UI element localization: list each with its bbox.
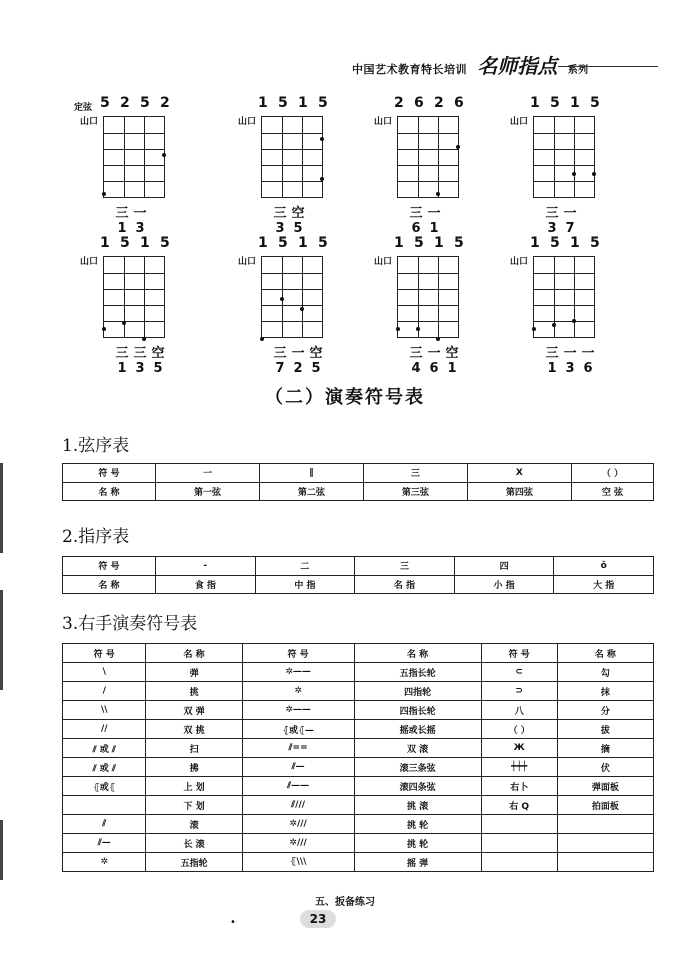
column-header: 符 号 (481, 644, 557, 663)
fret-line (534, 289, 594, 290)
tuning-note: 5 (414, 235, 424, 251)
fret-grid (397, 256, 459, 338)
tuning-note: 5 (318, 95, 328, 111)
name-cell: 第二弦 (259, 482, 363, 501)
fingering-note: 空 5 (309, 346, 323, 376)
symbol-cell: 三 (363, 464, 467, 483)
page-edge-mark (0, 820, 3, 880)
symbol-cell: ⫽— (242, 758, 354, 777)
symbol-cell: \\ (63, 701, 146, 720)
footer-caption: 五、扳备练习 (315, 897, 375, 908)
symbol-cell: - (156, 557, 256, 576)
string-line (554, 117, 555, 197)
table-row (63, 663, 654, 682)
finger-position-dot (102, 327, 106, 331)
fret-line (534, 305, 594, 306)
section-title: （二）演奏符号表 (265, 387, 425, 408)
name-cell: 下 划 (146, 796, 242, 815)
fingering-note: 三 3 (273, 206, 287, 236)
fret-grid (261, 256, 323, 338)
nut-label: 山口 (510, 117, 529, 127)
tuning-note: 5 (550, 95, 560, 111)
finger-position-dot (456, 145, 460, 149)
symbol-cell: ⊃ (481, 682, 557, 701)
nut-label: 山口 (238, 117, 257, 127)
finger-position-dot (260, 337, 264, 341)
string-line (438, 117, 439, 197)
nut-label: 山口 (374, 257, 393, 267)
fingering-note: 一 3 (563, 346, 577, 376)
symbol-cell: ⫽/// (242, 796, 354, 815)
tuning-note: 5 (590, 235, 600, 251)
symbol-cell: ✲/// (242, 815, 354, 834)
name-cell: 第四弦 (467, 482, 571, 501)
name-cell: 弹 (146, 663, 242, 682)
fingerboard-diagram (508, 235, 658, 376)
table-header-row (63, 644, 654, 663)
finger-position-dot (436, 337, 440, 341)
name-cell: 挑 轮 (354, 815, 481, 834)
symbol-cell: 三 (355, 557, 455, 576)
nut-label: 山口 (80, 117, 99, 127)
tuning-note: 2 (394, 95, 404, 111)
fingerboard-diagram (236, 235, 386, 376)
string-line (418, 257, 419, 337)
fingering-note: 一 7 (563, 206, 577, 236)
nut-label: 山口 (510, 257, 529, 267)
name-cell: 挑 (146, 682, 242, 701)
tuning-note: 2 (434, 95, 444, 111)
tuning-note: 5 (120, 235, 130, 251)
name-cell: 中 指 (255, 575, 355, 594)
fret-grid (533, 256, 595, 338)
table-row (63, 575, 654, 594)
finger-position-dot (396, 327, 400, 331)
symbol-cell: 四 (454, 557, 554, 576)
fingering-note: 三 3 (545, 206, 559, 236)
finger-position-dot (532, 327, 536, 331)
name-cell: 双 弹 (146, 701, 242, 720)
finger-table-heading: 2.指序表 (62, 527, 130, 547)
string-table-heading: 1.弦序表 (62, 436, 130, 456)
name-cell: 双 滚 (354, 739, 481, 758)
tuning-note: 2 (160, 95, 170, 111)
column-header: 名 称 (354, 644, 481, 663)
fret-line (104, 181, 164, 182)
tuning-note: 1 (298, 95, 308, 111)
finger-position-dot (572, 319, 576, 323)
fret-grid (261, 116, 323, 198)
fret-line (262, 149, 322, 150)
table-row (63, 758, 654, 777)
fret-line (262, 321, 322, 322)
symbol-cell: X (467, 464, 571, 483)
right-hand-table-heading: 3.右手演奏符号表 (62, 614, 198, 634)
tuning-note: 5 (278, 235, 288, 251)
finger-position-dot (320, 177, 324, 181)
fret-line (104, 165, 164, 166)
fret-line (398, 305, 458, 306)
header-series-label: 系列 (567, 65, 589, 76)
fret-line (262, 289, 322, 290)
fingering-note: 一 3 (133, 206, 147, 236)
tuning-note: 5 (278, 95, 288, 111)
table-row (63, 701, 654, 720)
name-cell: 拍面板 (557, 796, 653, 815)
tuning-note: 5 (140, 95, 150, 111)
table-row (63, 796, 654, 815)
fret-grid (103, 116, 165, 198)
string-order-table (62, 463, 654, 501)
fingering-note: 三 6 (409, 206, 423, 236)
fingering-note: 一 6 (581, 346, 595, 376)
finger-position-dot (102, 192, 106, 196)
fingerboard-diagram (372, 235, 522, 376)
fingerboard-diagram (236, 95, 386, 236)
name-cell: 名 指 (355, 575, 455, 594)
column-header: 符 号 (63, 644, 146, 663)
fingering-note: 三 7 (273, 346, 287, 376)
finger-position-dot (416, 327, 420, 331)
tuning-note: 5 (590, 95, 600, 111)
tuning-note: 2 (120, 95, 130, 111)
symbol-cell: ⫽ 或 ⫽ (63, 739, 146, 758)
fret-line (398, 133, 458, 134)
name-cell: 第一弦 (156, 482, 260, 501)
tuning-note: 1 (140, 235, 150, 251)
name-label: 名 称 (63, 575, 156, 594)
fret-line (398, 289, 458, 290)
tuning-note: 1 (570, 235, 580, 251)
symbol-cell: ⫽ (63, 815, 146, 834)
table-row (63, 853, 654, 872)
table-row (63, 464, 654, 483)
name-cell (557, 834, 653, 853)
fret-line (398, 181, 458, 182)
name-cell: 五指轮 (146, 853, 242, 872)
fingering-note: 一 1 (427, 206, 441, 236)
table-row (63, 557, 654, 576)
fingering-note: 空 5 (291, 206, 305, 236)
fret-line (262, 133, 322, 134)
fret-line (534, 273, 594, 274)
fingering-note: 一 2 (291, 346, 305, 376)
tuning-note: 1 (530, 95, 540, 111)
fret-line (262, 305, 322, 306)
finger-position-dot (300, 307, 304, 311)
page-edge-mark (0, 590, 3, 690)
tuning-note: 1 (258, 95, 268, 111)
fingering-note: 空 1 (445, 346, 459, 376)
finger-position-dot (552, 323, 556, 327)
tuning-note: 1 (570, 95, 580, 111)
name-cell: 扫 (146, 739, 242, 758)
header-brand-logo: 名师指点 (477, 54, 558, 78)
fingering-note: 一 6 (427, 346, 441, 376)
page-edge-mark (0, 463, 3, 553)
page-number: 23 (300, 910, 336, 928)
tuning-note: 5 (100, 95, 110, 111)
name-cell (557, 853, 653, 872)
name-cell: 四指长轮 (354, 701, 481, 720)
symbol-cell: ⦃或⦃— (242, 720, 354, 739)
fret-line (534, 133, 594, 134)
fret-line (398, 273, 458, 274)
name-cell: 滚四条弦 (354, 777, 481, 796)
symbol-cell (481, 834, 557, 853)
symbol-cell: ⫽— (63, 834, 146, 853)
fingering-note: 空 5 (151, 346, 165, 376)
fret-line (262, 273, 322, 274)
name-cell: 勾 (557, 663, 653, 682)
fingerboard-diagram (372, 95, 522, 236)
finger-position-dot (142, 337, 146, 341)
string-line (574, 117, 575, 197)
fret-line (398, 149, 458, 150)
right-hand-symbol-table (62, 643, 654, 872)
name-cell: 摘 (557, 739, 653, 758)
tuning-note: 5 (454, 235, 464, 251)
symbol-cell (481, 815, 557, 834)
symbol-cell: 一 (156, 464, 260, 483)
name-cell: 抹 (557, 682, 653, 701)
finger-position-dot (162, 153, 166, 157)
fret-line (262, 181, 322, 182)
nut-label: 山口 (80, 257, 99, 267)
name-cell: 五指长轮 (354, 663, 481, 682)
finger-position-dot (592, 172, 596, 176)
name-cell (557, 815, 653, 834)
name-cell: 摇或长摇 (354, 720, 481, 739)
fret-line (104, 149, 164, 150)
tuning-note: 5 (318, 235, 328, 251)
fingerboard-diagram (78, 235, 228, 376)
string-line (302, 117, 303, 197)
string-line (438, 257, 439, 337)
tuning-note: 1 (394, 235, 404, 251)
finger-position-dot (320, 137, 324, 141)
fret-line (104, 289, 164, 290)
symbol-cell (63, 796, 146, 815)
symbol-cell: 右 Q (481, 796, 557, 815)
tuning-note: 6 (414, 95, 424, 111)
tuning-note: 5 (550, 235, 560, 251)
table-row (63, 482, 654, 501)
symbol-cell: ǒ (554, 557, 654, 576)
fret-line (104, 305, 164, 306)
name-cell: 上 划 (146, 777, 242, 796)
name-cell: 拂 (146, 758, 242, 777)
symbol-cell: 右卜 (481, 777, 557, 796)
table-row (63, 834, 654, 853)
symbol-cell: ✲—— (242, 701, 354, 720)
name-cell: 挑 滚 (354, 796, 481, 815)
finger-position-dot (572, 172, 576, 176)
name-cell: 滚三条弦 (354, 758, 481, 777)
finger-position-dot (436, 192, 440, 196)
name-cell: 弹面板 (557, 777, 653, 796)
tuning-note: 1 (100, 235, 110, 251)
footer-bullet: • (230, 917, 236, 928)
tuning-note: 5 (160, 235, 170, 251)
string-line (144, 117, 145, 197)
name-label: 名 称 (63, 482, 156, 501)
tuning-note: 1 (530, 235, 540, 251)
fret-grid (397, 116, 459, 198)
symbol-cell: ⦃或⦃ (63, 777, 146, 796)
fret-line (398, 321, 458, 322)
fret-line (534, 321, 594, 322)
symbol-cell: / (63, 682, 146, 701)
string-line (302, 257, 303, 337)
fret-grid (533, 116, 595, 198)
symbol-cell: ✲/// (242, 834, 354, 853)
name-cell: 第三弦 (363, 482, 467, 501)
name-cell: 双 挑 (146, 720, 242, 739)
header-rule (558, 66, 658, 67)
fret-line (262, 165, 322, 166)
fingerboard-diagram (74, 95, 228, 236)
string-line (574, 257, 575, 337)
symbol-cell: \ (63, 663, 146, 682)
finger-position-dot (122, 321, 126, 325)
page-header (352, 50, 589, 79)
symbol-cell: ✲—— (242, 663, 354, 682)
symbol-cell: ⫽== (242, 739, 354, 758)
symbol-cell: // (63, 720, 146, 739)
fret-line (104, 321, 164, 322)
fret-line (398, 165, 458, 166)
name-cell: 空 弦 (571, 482, 653, 501)
symbol-cell: ⫽—— (242, 777, 354, 796)
name-cell: 分 (557, 701, 653, 720)
name-cell: 挑 轮 (354, 834, 481, 853)
symbol-label: 符 号 (63, 464, 156, 483)
fret-grid (103, 256, 165, 338)
fingering-note: 三 1 (115, 206, 129, 236)
symbol-cell: ┿┿┿ (481, 758, 557, 777)
string-line (124, 117, 125, 197)
symbol-cell: 八 (481, 701, 557, 720)
symbol-cell (481, 853, 557, 872)
nut-label: 山口 (374, 117, 393, 127)
symbol-label: 符 号 (63, 557, 156, 576)
fingerboard-diagram (508, 95, 658, 236)
name-cell: 拔 (557, 720, 653, 739)
nut-label: 山口 (238, 257, 257, 267)
table-row (63, 777, 654, 796)
tuning-note: 1 (298, 235, 308, 251)
tuning-note: 6 (454, 95, 464, 111)
symbol-cell: ✲ (242, 682, 354, 701)
column-header: 名 称 (557, 644, 653, 663)
fret-line (534, 165, 594, 166)
fingering-note: 三 1 (115, 346, 129, 376)
string-line (144, 257, 145, 337)
header-series-name: 中国艺术教育特长培训 (352, 63, 467, 76)
table-row (63, 739, 654, 758)
column-header: 符 号 (242, 644, 354, 663)
symbol-cell: Ж (481, 739, 557, 758)
symbol-cell: 二 (255, 557, 355, 576)
table-row (63, 720, 654, 739)
name-cell: 长 滚 (146, 834, 242, 853)
table-row (63, 682, 654, 701)
symbol-cell: ⊂ (481, 663, 557, 682)
string-line (282, 117, 283, 197)
table-row (63, 815, 654, 834)
symbol-cell: （ ） (481, 720, 557, 739)
fret-line (104, 133, 164, 134)
finger-position-dot (280, 297, 284, 301)
tuning-note: 1 (434, 235, 444, 251)
name-cell: 小 指 (454, 575, 554, 594)
fret-line (534, 181, 594, 182)
symbol-cell: ‖ (259, 464, 363, 483)
fingering-note: 三 4 (409, 346, 423, 376)
tuning-note: 1 (258, 235, 268, 251)
symbol-cell: ⫽ 或 ⫽ (63, 758, 146, 777)
fret-line (104, 273, 164, 274)
name-cell: 大 指 (554, 575, 654, 594)
column-header: 名 称 (146, 644, 242, 663)
string-line (124, 257, 125, 337)
finger-order-table (62, 556, 654, 594)
fret-line (534, 149, 594, 150)
name-cell: 伏 (557, 758, 653, 777)
symbol-cell: （ ） (571, 464, 653, 483)
name-cell: 食 指 (156, 575, 256, 594)
name-cell: 摇 弹 (354, 853, 481, 872)
symbol-cell: ✲ (63, 853, 146, 872)
name-cell: 滚 (146, 815, 242, 834)
fingering-note: 三 1 (545, 346, 559, 376)
fingering-note: 三 3 (133, 346, 147, 376)
symbol-cell: ⦃\\\ (242, 853, 354, 872)
string-line (418, 117, 419, 197)
tuning-label: 定弦 (74, 103, 93, 113)
name-cell: 四指轮 (354, 682, 481, 701)
